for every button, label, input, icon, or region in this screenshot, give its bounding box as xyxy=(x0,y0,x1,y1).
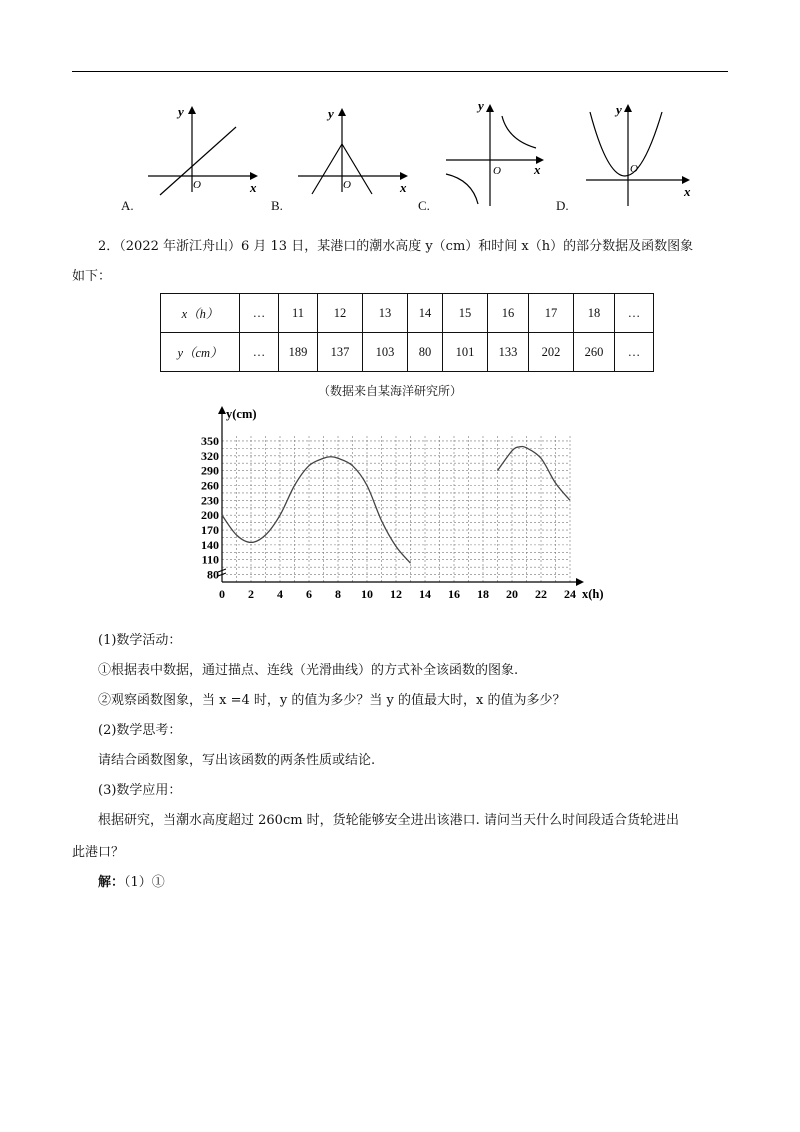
section-1-heading: (1)数学活动： xyxy=(98,633,182,648)
x-tick-label: 18 xyxy=(477,587,489,601)
origin-label: O xyxy=(193,179,201,191)
y-tick-label: 350 xyxy=(201,433,219,448)
table-cell: … xyxy=(240,294,279,333)
x-tick-label: 2 xyxy=(248,587,254,601)
y-tick-label: 200 xyxy=(201,508,219,523)
option-b-label: B. xyxy=(271,198,283,213)
y-tick-label: 110 xyxy=(201,552,219,567)
x-axis-label: x xyxy=(250,180,257,195)
x-tick-label: 12 xyxy=(390,587,402,601)
section-2-heading: (2)数学思考： xyxy=(98,723,182,738)
table-cell: 103 xyxy=(363,333,408,372)
x-axis-label: x xyxy=(534,162,541,177)
task-1: ①根据表中数据，通过描点、连线（光滑曲线）的方式补全该函数的图象. xyxy=(98,663,519,678)
answer-line xyxy=(98,874,165,892)
task-4: 根据研究，当潮水高度超过 260cm 时，货轮能够安全进出该港口. 请问当天什么时间段适合货轮进出 xyxy=(98,813,679,828)
top-rule xyxy=(72,71,728,72)
x-tick-label: 20 xyxy=(506,587,518,601)
task-4-continued: 此港口？ xyxy=(72,845,125,860)
table-cell: 189 xyxy=(279,333,318,372)
origin-label: O xyxy=(343,179,351,191)
table-cell: 101 xyxy=(443,333,488,372)
section-3-heading: (3)数学应用： xyxy=(98,783,182,798)
table-cell: 18 xyxy=(574,294,615,333)
y-axis-label: y xyxy=(478,98,484,113)
table-cell: … xyxy=(615,333,654,372)
option-a-label: A. xyxy=(121,198,134,213)
y-axis-label: y xyxy=(178,104,184,119)
x-tick-label: 16 xyxy=(448,587,460,601)
x-tick-label: 8 xyxy=(335,587,341,601)
table-cell: … xyxy=(240,333,279,372)
option-c-label: C. xyxy=(418,198,430,213)
table-caption: （数据来自某海洋研究所） xyxy=(318,384,463,398)
x-axis-label: x xyxy=(684,184,691,199)
row-header: x（h） xyxy=(161,294,240,333)
question-line-2: 如下： xyxy=(72,269,112,284)
x-axis-title: x(h) xyxy=(582,587,604,601)
absolute-value-graph-icon xyxy=(290,100,415,196)
table-cell: 12 xyxy=(318,294,363,333)
y-axis-label: y xyxy=(616,102,622,117)
linear-graph-icon xyxy=(140,100,265,196)
table-cell: 80 xyxy=(408,333,443,372)
table-cell: 14 xyxy=(408,294,443,333)
x-tick-label: 10 xyxy=(361,587,373,601)
table-cell: 202 xyxy=(529,333,574,372)
data-table xyxy=(160,293,654,372)
parabola-graph-icon xyxy=(578,100,698,208)
table-cell: … xyxy=(615,294,654,333)
y-tick-label: 140 xyxy=(201,537,219,552)
task-3: 请结合函数图象，写出该函数的两条性质或结论. xyxy=(98,753,376,768)
answer-label: 解： xyxy=(98,875,125,890)
x-tick-label: 0 xyxy=(219,587,225,601)
row-header: y（cm） xyxy=(161,333,240,372)
y-axis-arrow xyxy=(218,406,226,414)
y-tick-label: 80 xyxy=(207,567,219,582)
table-cell: 15 xyxy=(443,294,488,333)
y-tick-label: 290 xyxy=(201,463,219,478)
table-row xyxy=(161,294,654,333)
y-tick-label: 170 xyxy=(201,523,219,538)
y-tick-label: 320 xyxy=(201,448,219,463)
table-cell: 260 xyxy=(574,333,615,372)
tide-chart xyxy=(196,402,616,610)
y-tick-label: 230 xyxy=(201,493,219,508)
answer-text: （1）① xyxy=(124,875,165,890)
y-axis-label: y xyxy=(328,106,334,121)
x-tick-label: 22 xyxy=(535,587,547,601)
option-d-label: D. xyxy=(556,198,569,213)
table-row xyxy=(161,333,654,372)
x-axis-label: x xyxy=(400,180,407,195)
question-line-1: 2．（2022 年浙江舟山）6 月 13 日，某港口的潮水高度 y（cm）和时间 x（h）的部分数据及函数图象 xyxy=(98,239,694,254)
x-axis-arrow xyxy=(576,578,584,586)
table-cell: 16 xyxy=(488,294,529,333)
x-tick-label: 6 xyxy=(306,587,312,601)
origin-label: O xyxy=(630,163,638,175)
table-cell: 11 xyxy=(279,294,318,333)
origin-label: O xyxy=(493,165,501,177)
series-line xyxy=(222,457,411,563)
x-tick-label: 14 xyxy=(419,587,431,601)
task-2: ②观察函数图象，当 x =4 时，y 的值为多少？当 y 的值最大时，x 的值为多少？ xyxy=(98,693,566,708)
table-cell: 137 xyxy=(318,333,363,372)
x-tick-label: 24 xyxy=(564,587,576,601)
inverse-proportion-graph-icon xyxy=(440,96,555,208)
series-line xyxy=(498,446,571,500)
table-cell: 133 xyxy=(488,333,529,372)
table-cell: 17 xyxy=(529,294,574,333)
x-tick-label: 4 xyxy=(277,587,283,601)
y-axis-title: y(cm) xyxy=(226,407,257,421)
y-tick-label: 260 xyxy=(201,478,219,493)
table-cell: 13 xyxy=(363,294,408,333)
